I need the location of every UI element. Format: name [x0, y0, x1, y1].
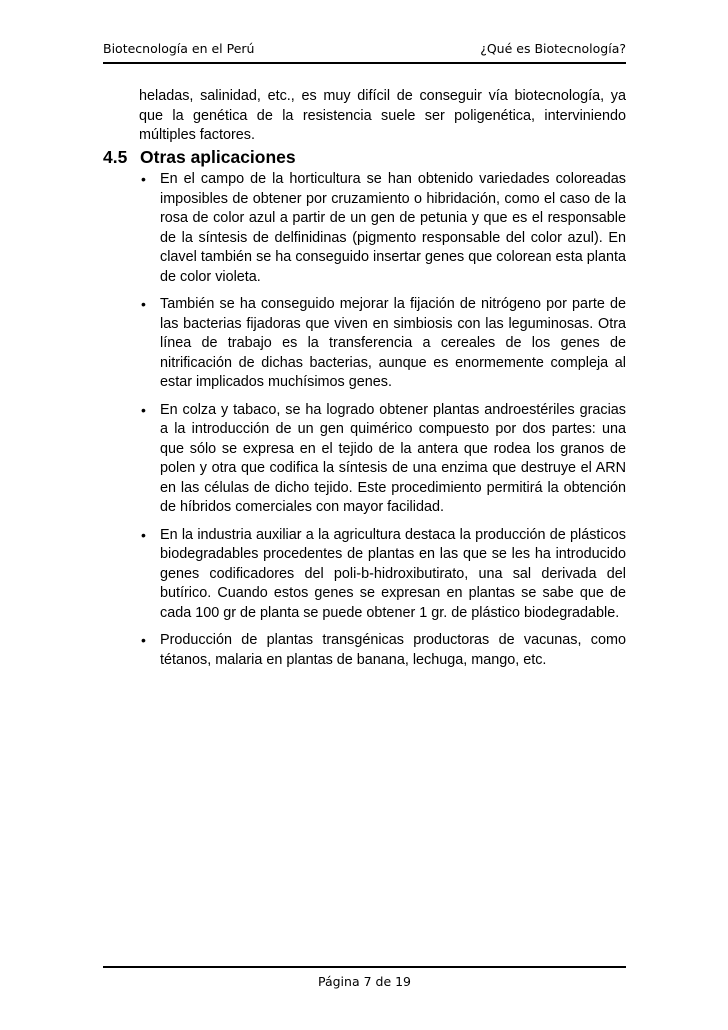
list-item	[139, 631, 626, 670]
list-item-text: Producción de plantas transgénicas productoras de vacunas, como tétanos, malaria en plantas de banana, lechuga, mango, etc.	[160, 632, 626, 668]
footer-divider	[103, 966, 626, 968]
bullet-icon: •	[141, 401, 146, 418]
list-item-text: En la industria auxiliar a la agricultura destaca la producción de plásticos biodegradables procedentes de plantas en las que se les ha introducido genes codificadores del poli-b-hidroxibutirato, una sal derivada del butírico. Cuando estos genes se expresan en plantas se sabe que de cada 100 gr de planta se puede obtener 1 gr. de plástico biodegradable.	[160, 526, 626, 621]
bullet-icon: •	[141, 296, 146, 312]
list-item	[139, 170, 626, 287]
page-header	[103, 41, 626, 61]
header-chapter-title: ¿Qué es Biotecnología?	[480, 41, 626, 56]
bullet-icon: •	[141, 632, 146, 648]
section-title: Otras aplicaciones	[140, 147, 296, 167]
list-item	[139, 526, 626, 624]
list-item-text: También se ha conseguido mejorar la fijación de nitrógeno por parte de las bacterias fijadoras que viven en simbiosis con las leguminosas. Otra línea de trabajo es la transferencia a cereales de los genes de nitrificación de dichas bacterias, aunque es enormemente compleja al estar implicados muchísimos genes.	[160, 296, 626, 390]
list-item	[139, 295, 626, 393]
bullet-icon: •	[141, 171, 146, 187]
list-item-text: En colza y tabaco, se ha logrado obtener plantas androestériles gracias a la introducción de un gen quimérico compuesto por dos partes: una que sólo se expresa en el tejido de la antera que rodea los granos de polen y otra que codifica la síntesis de una enzima que destruye el ARN en las células de dicho tejido. Este procedimiento permitirá la obtención de híbridos comerciales con mayor facilidad.	[160, 401, 626, 515]
header-document-title: Biotecnología en el Perú	[103, 41, 255, 56]
bullet-icon: •	[141, 526, 146, 543]
section-heading	[103, 146, 626, 168]
applications-list	[139, 170, 626, 678]
continuation-paragraph: heladas, salinidad, etc., es muy difícil de conseguir vía biotecnología, ya que la genética de la resistencia suele ser poligenética, interviniendo múltiples factores.	[139, 88, 626, 143]
page-number: Página 7 de 19	[317, 974, 412, 989]
list-item-text: En el campo de la horticultura se han obtenido variedades coloreadas imposibles de obtener por cruzamiento o hibridación, como el caso de la rosa de color azul a partir de un gen de petunia y que es el responsable de la síntesis de delfinidinas (pigmento responsable del color azul). En clavel también se ha conseguido insertar genes que colorean esta planta de color violeta.	[160, 171, 626, 285]
section-number: 4.5	[103, 147, 128, 167]
list-item	[139, 401, 626, 518]
header-divider	[103, 62, 626, 64]
